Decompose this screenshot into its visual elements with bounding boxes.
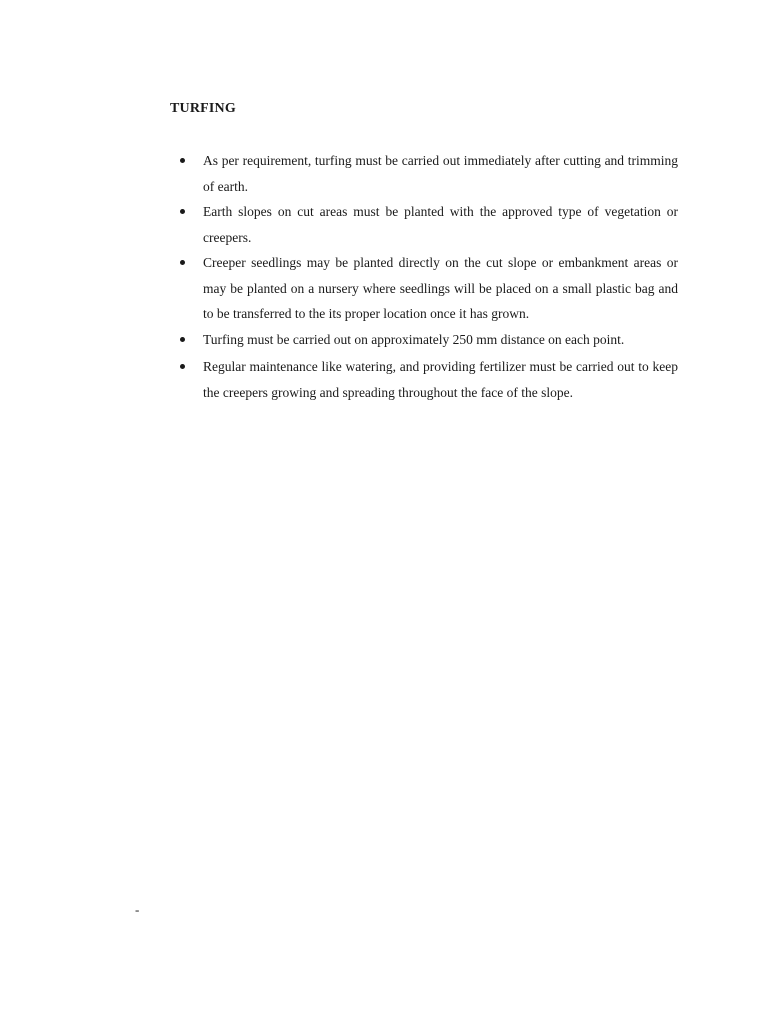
bullet-icon xyxy=(180,158,185,163)
bullet-icon xyxy=(180,337,185,342)
list-item-text: Turfing must be carried out on approximately 250 mm distance on each point. xyxy=(203,331,625,347)
list-item-text: Earth slopes on cut areas must be planted with the approved type of vegetation or creepers. xyxy=(203,204,678,245)
list-item-text: As per requirement, turfing must be carried out immediately after cutting and trimming of earth. xyxy=(203,153,678,194)
bullet-icon xyxy=(180,260,185,265)
bullet-icon xyxy=(180,209,185,214)
bullet-icon xyxy=(180,364,185,369)
list-item xyxy=(178,199,678,250)
bullet-list xyxy=(178,148,678,405)
list-item xyxy=(178,148,678,199)
footer-mark: - xyxy=(135,902,140,917)
list-item-text: Regular maintenance like watering, and providing fertilizer must be carried out to keep the creepers growing and spreading throughout the face of the slope. xyxy=(203,359,678,400)
list-item xyxy=(178,354,678,405)
section-heading: TURFING xyxy=(170,101,236,116)
list-item xyxy=(178,327,678,353)
list-item-text: Creeper seedlings may be planted directly on the cut slope or embankment areas or may be planted on a nursery where seedlings will be placed on a small plastic bag and to be transferred to the its proper location once it has grown. xyxy=(203,255,678,321)
list-item xyxy=(178,250,678,327)
